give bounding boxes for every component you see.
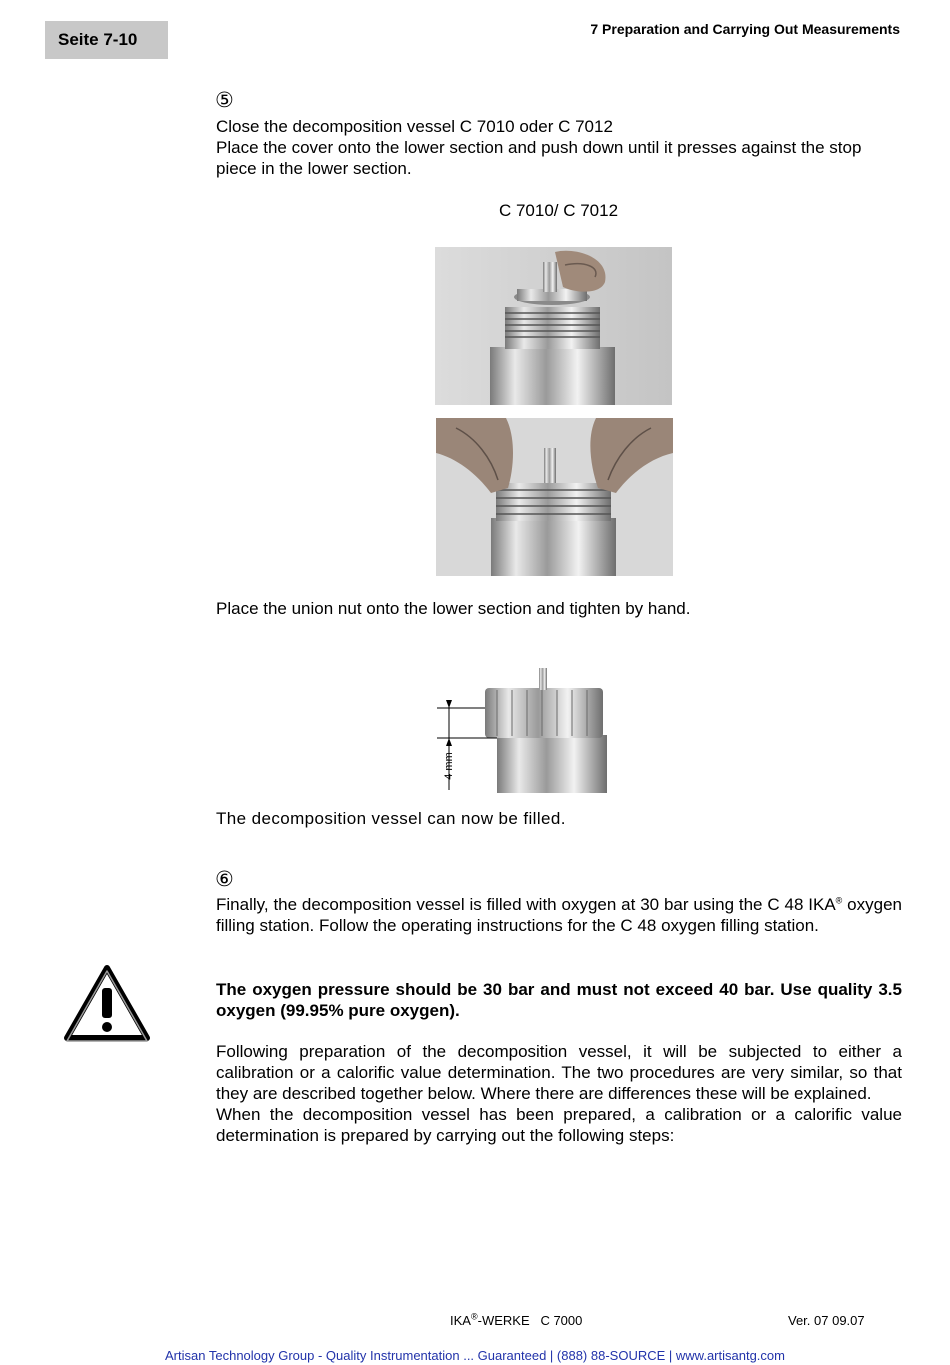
artisan-footer-link[interactable]: Artisan Technology Group - Quality Instrumentation ... Guaranteed | (888) 88-SOURCE | www.artisantg.com: [165, 1348, 785, 1363]
steps-intro-paragraph: When the decomposition vessel has been prepared, a calibration or a calorific value determination is prepared by carrying out the following steps:: [216, 1105, 902, 1145]
page-number-tab: Seite 7-10: [45, 21, 168, 59]
photo-cover-placement: [435, 247, 672, 405]
footer-brand-suffix: -WERKE C 7000: [477, 1313, 583, 1328]
vessel-filled-text: The decomposition vessel can now be filled.: [216, 809, 566, 828]
oxygen-pressure-warning: The oxygen pressure should be 30 bar and must not exceed 40 bar. Use quality 3.5 oxygen (99.95% pure oxygen).: [216, 980, 902, 1020]
footer-brand-prefix: IKA: [450, 1313, 471, 1328]
warning-icon: [62, 962, 152, 1049]
vessel-model-caption: C 7010/ C 7012: [498, 201, 619, 220]
close-vessel-text: Close the decomposition vessel C 7010 oder C 7012: [216, 117, 613, 136]
registered-mark: ®: [835, 895, 843, 906]
oxygen-filling-text: [216, 894, 902, 936]
chapter-title: 7 Preparation and Carrying Out Measurements: [590, 21, 900, 37]
step-5-instructions: [216, 116, 901, 179]
procedure-text: [216, 1041, 902, 1146]
step-6-number: ⑥: [215, 868, 234, 891]
oxygen-filling-text-a: Finally, the decomposition vessel is filled with oxygen at 30 bar using the C 48 IKA: [216, 895, 836, 914]
photo-push-cover: [436, 418, 673, 576]
footer-version: Ver. 07 09.07: [788, 1313, 865, 1328]
dimension-label: 4 mm: [443, 752, 455, 780]
step-5-number: ⑤: [215, 89, 234, 112]
place-cover-text: Place the cover onto the lower section and push down until it presses against the stop piece in the lower section.: [216, 138, 862, 178]
preparation-paragraph: Following preparation of the decomposition vessel, it will be subjected to either a calibration or a calorific value determination. The two procedures are very similar, so that they are described together below. Where there are differences these will be explained.: [216, 1042, 902, 1103]
photo-union-nut: [437, 650, 673, 793]
footer-brand: [450, 1313, 582, 1328]
union-nut-text: Place the union nut onto the lower section and tighten by hand.: [216, 599, 691, 618]
oxygen-filling-text-b: oxygen filling station. Follow the operating instructions for the C 48 oxygen filling station.: [216, 895, 902, 935]
footer-registered-mark: ®: [470, 1311, 478, 1322]
